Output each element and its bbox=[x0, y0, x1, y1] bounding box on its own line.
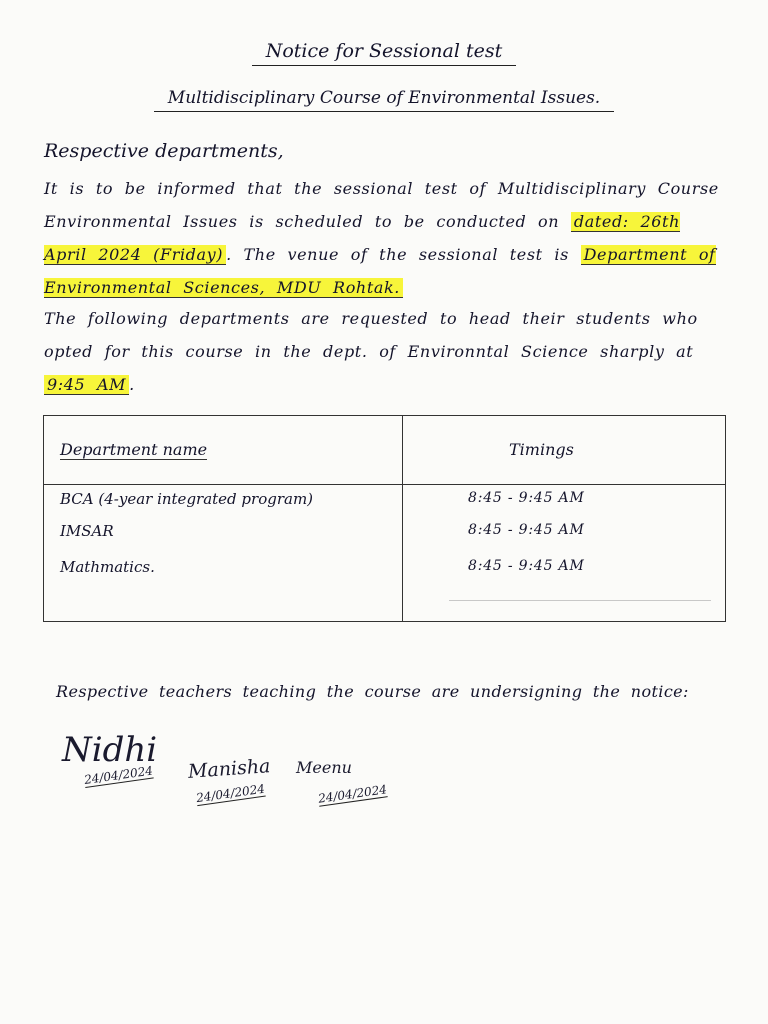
header-department-text: Department name bbox=[60, 440, 208, 459]
signature-date: 24/04/2024 bbox=[317, 782, 388, 806]
column-divider bbox=[402, 416, 403, 621]
salutation: Respective departments, bbox=[44, 140, 284, 162]
date-highlight: dated: 26th April 2024 (Friday) bbox=[44, 212, 680, 264]
table-row-timing: 8:45 - 9:45 AM bbox=[468, 558, 585, 574]
signature-date: 24/04/2024 bbox=[195, 781, 266, 806]
table-row-department: BCA (4-year integrated program) bbox=[60, 490, 314, 508]
notice-subtitle-text: Multidisciplinary Course of Environmental Issues. bbox=[154, 88, 614, 112]
footer-note: Respective teachers teaching the course are undersigning the notice: bbox=[56, 682, 689, 701]
paragraph-1-text: It is to be informed that the sessional test of Multidisciplinary Course Environmental Issues is scheduled to be conducted on bbox=[44, 179, 719, 231]
notice-title-text: Notice for Sessional test bbox=[252, 40, 517, 66]
table-row-timing: 8:45 - 9:45 AM bbox=[468, 522, 585, 538]
paragraph-1-mid: . The venue of the sessional test is bbox=[226, 245, 581, 264]
table-row-department: Mathmatics. bbox=[60, 558, 155, 576]
faint-rule bbox=[449, 600, 711, 601]
paragraph-2-text: The following departments are requested to head their students who opted for this course in the dept. of Environntal Science sharply at bbox=[44, 309, 698, 361]
paragraph-2 bbox=[44, 302, 734, 401]
header-timings: Timings bbox=[509, 440, 574, 459]
notice-subtitle bbox=[0, 88, 768, 108]
signature-date: 24/04/2024 bbox=[83, 763, 154, 788]
venue-highlight: Department of Environmental Sciences, MDU Rohtak. bbox=[44, 245, 716, 297]
paragraph-1 bbox=[44, 172, 734, 304]
signature-name: Meenu bbox=[296, 758, 352, 777]
signature-name: Nidhi bbox=[62, 730, 158, 770]
signature-meenu bbox=[296, 758, 388, 806]
paragraph-2-after: . bbox=[129, 375, 135, 394]
time-highlight: 9:45 AM bbox=[44, 375, 129, 395]
signature-manisha bbox=[187, 755, 272, 806]
header-department bbox=[60, 440, 207, 459]
table-row-department: IMSAR bbox=[60, 522, 114, 540]
header-divider bbox=[44, 484, 725, 485]
table-row-timing: 8:45 - 9:45 AM bbox=[468, 490, 585, 506]
signature-name: Manisha bbox=[187, 755, 272, 783]
schedule-table bbox=[43, 415, 726, 622]
signature-nidhi bbox=[62, 730, 158, 788]
notice-title bbox=[0, 40, 768, 62]
